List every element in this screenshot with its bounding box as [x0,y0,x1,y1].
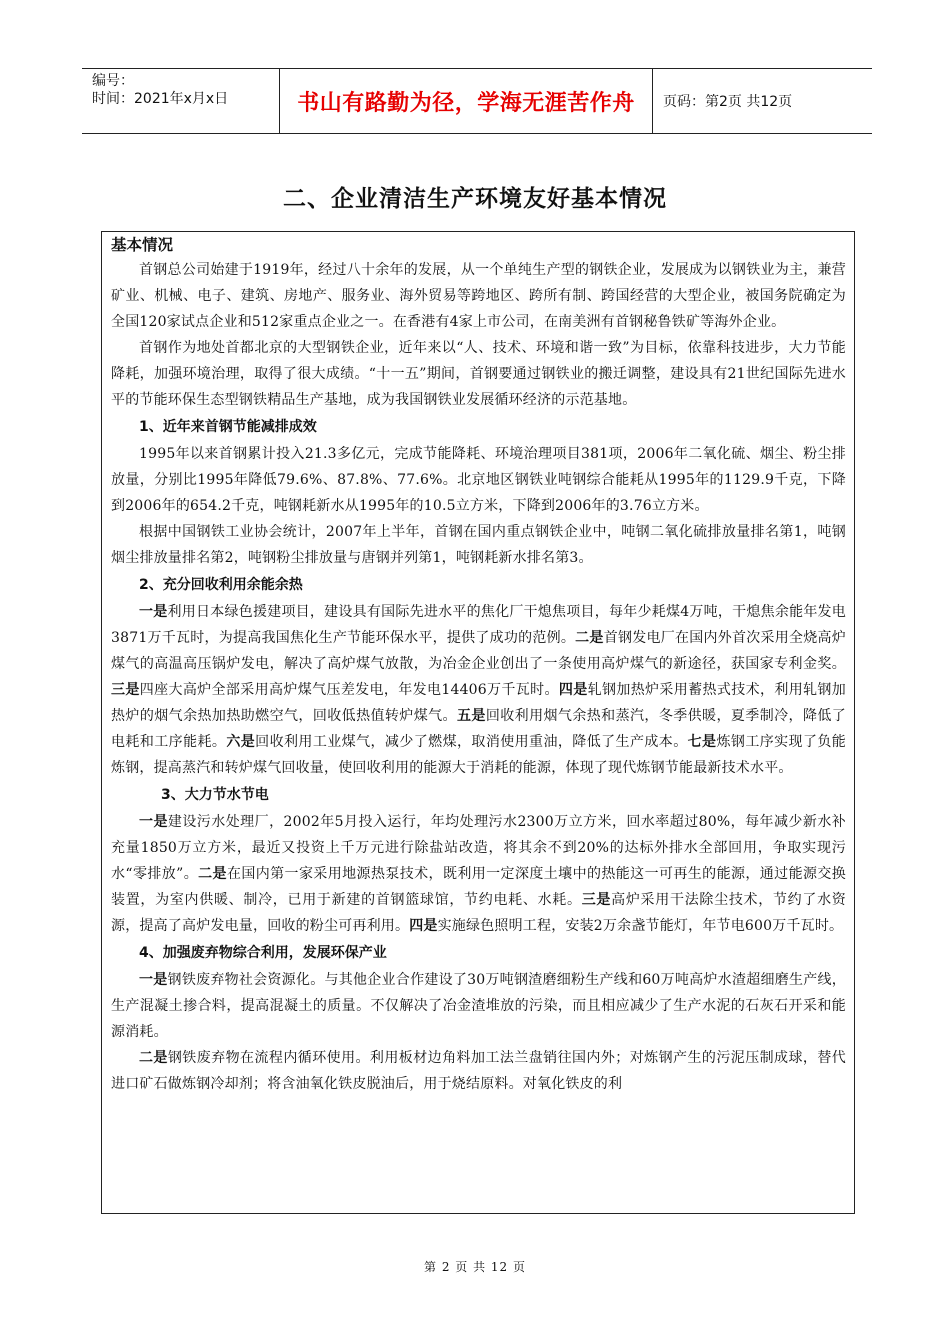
page-title: 二、企业清洁生产环境友好基本情况 [283,186,667,212]
paragraph-energy-recovery [111,599,846,781]
header-page-info: 页码：第2页 共12页 [663,94,793,110]
subheading-1: 1、近年来首钢节能减排成效 [139,419,317,435]
keyword: 七是 [687,734,717,750]
keyword: 三是 [111,682,140,698]
paragraph-waste-1 [111,967,846,1045]
keyword: 一是 [139,604,168,620]
keyword: 四是 [409,918,438,934]
keyword: 三是 [581,892,612,908]
document-time: 时间：2021年x月x日 [92,91,229,107]
paragraph-text: 利用日本绿色援建项目，建设具有国际先进水平的焦化厂干熄焦项目，每年少耗煤4万吨，干熄焦余能年发电3871万千瓦时，为提高我国焦化生产节能环保水平，提供了成功的范例。 [111,604,846,646]
paragraph-text: 建设污水处理厂，2002年5月投入运行，年均处理污水2300万立方米，回水率超过80%，每年减少新水补充量1850万立方米，最近又投资上千万元进行除盐站改造，将其余不到20%的达标外排水全部回用，争取实现污水“零排放”。 [111,814,846,882]
paragraph-results: 1995年以来首钢累计投入21.3多亿元，完成节能降耗、环境治理项目381项，2006年二氧化硫、烟尘、粉尘排放量，分别比1995年降低79.6%、87.8%、77.6%。北京地区钢铁业吨钢综合能耗从1995年的1129.9千克，下降到2006年的654.2千克，吨钢耗新水从1995年的10.5立方米，下降到2006年的3.76立方米。 [111,446,846,514]
paragraph-text: 高炉采用干法除尘技术，节约了水资源，提高了高炉发电量，回收的粉尘可再利用。 [111,892,846,934]
paragraph-text: 炼钢工序实现了负能炼钢，提高蒸汽和转炉煤气回收量，使回收利用的能源大于消耗的能源，体现了现代炼钢节能最新技术水平。 [111,734,847,776]
paragraph-text: 回收利用工业煤气，减少了燃煤，取消使用重油，降低了生产成本。 [255,734,688,750]
subheading-4: 4、加强废弃物综合利用，发展环保产业 [139,945,387,961]
keyword: 六是 [226,734,256,750]
subheading-3: 3、大力节水节电 [161,787,269,803]
paragraph-text: 回收利用烟气余热和蒸汽，冬季供暖，夏季制冷，降低了电耗和工序能耗。 [111,708,847,750]
page-footer: 第 2 页 共 12 页 [424,1260,526,1274]
paragraph-intro: 首钢总公司始建于1919年，经过八十余年的发展，从一个单纯生产型的钢铁企业，发展成为以钢铁业为主，兼营矿业、机械、电子、建筑、房地产、服务业、海外贸易等跨地区、跨所有制、跨国经营的大型企业，被国务院确定为全国120家试点企业和512家重点企业之一。在香港有4家上市公司，在南美洲有首钢秘鲁铁矿等海外企业。 [111,262,846,330]
paragraph-text: 实施绿色照明工程，安装2万余盏节能灯，年节电600万千瓦时。 [437,918,844,934]
keyword: 四是 [558,682,588,698]
paragraph-text: 轧钢加热炉采用蓄热式技术，利用轧钢加热炉的烟气余热加热助燃空气，回收低热值转炉煤气。 [111,682,846,724]
paragraph-ranking: 根据中国钢铁工业协会统计，2007年上半年，首钢在国内重点钢铁企业中，吨钢二氧化硫排放量排名第1，吨钢烟尘排放量排名第2，吨钢粉尘排放量与唐钢并列第1，吨钢耗新水排名第3。 [111,524,846,566]
page-header [82,68,872,134]
content-box [101,231,855,1214]
keyword: 一是 [139,814,168,830]
paragraph-text: 四座大高炉全部采用高炉煤气压差发电，年发电14406万千瓦时。 [139,682,559,698]
header-meta [82,69,279,133]
keyword: 五是 [456,708,486,724]
subheading-2: 2、充分回收利用余能余热 [139,577,303,593]
section-heading: 基本情况 [111,236,174,254]
paragraph-text: 在国内第一家采用地源热泵技术，既利用一定深度土壤中的热能这一可再生的能源，通过能源交换装置，为室内供暖、制冷，已用于新建的首钢篮球馆，节约电耗、水耗。 [111,866,846,908]
paragraph-text: 钢铁废弃物在流程内循环使用。利用板材边角料加工法兰盘销往国内外；对炼钢产生的污泥压制成球，替代进口矿石做炼钢冷却剂；将含油氧化铁皮脱油后，用于烧结原料。对氧化铁皮的利 [111,1050,846,1092]
header-motto: 书山有路勤为径，学海无涯苦作舟 [279,69,653,133]
paragraph-waste-2 [111,1045,846,1097]
paragraph-goals: 首钢作为地处首都北京的大型钢铁企业，近年来以“人、技术、环境和谐一致”为目标，依靠科技进步，大力节能降耗，加强环境治理，取得了很大成绩。“十一五”期间，首钢要通过钢铁业的搬迁调整，建设具有21世纪国际先进水平的节能环保生态型钢铁精品生产基地，成为我国钢铁业发展循环经济的示范基地。 [111,340,846,408]
keyword: 二是 [198,866,227,882]
keyword: 二是 [575,630,604,646]
document-number-label: 编号： [92,73,134,89]
paragraph-text: 首钢发电厂在国内外首次采用全烧高炉煤气的高温高压锅炉发电，解决了高炉煤气放散，为冶金企业创出了一条使用高炉煤气的新途径，获国家专利金奖。 [111,630,846,672]
keyword: 一是 [139,972,168,988]
paragraph-water-power [111,809,846,939]
keyword: 二是 [139,1050,168,1066]
paragraph-text: 钢铁废弃物社会资源化。与其他企业合作建设了30万吨钢渣磨细粉生产线和60万吨高炉水渣超细磨生产线，生产混凝土掺合料，提高混凝土的质量。不仅解决了冶金渣堆放的污染，而且相应减少了生产水泥的石灰石开采和能源消耗。 [111,972,846,1040]
